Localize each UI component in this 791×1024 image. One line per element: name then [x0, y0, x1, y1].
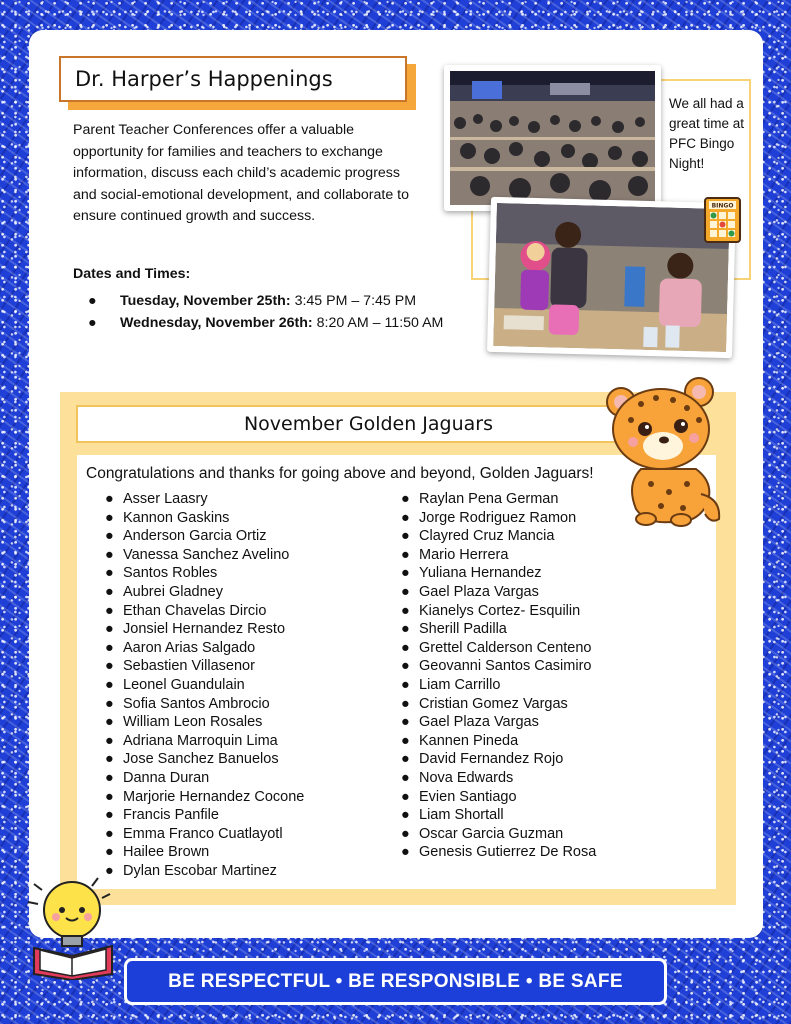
honoree-list-item	[398, 546, 596, 565]
honoree-list-item	[102, 713, 304, 732]
honoree-list-left	[102, 490, 304, 880]
bullet: ●	[105, 602, 114, 619]
honoree-name: Jorge Rodriguez Ramon	[419, 509, 577, 526]
honoree-name: Geovanni Santos Casimiro	[419, 658, 592, 675]
bullet: ●	[401, 769, 410, 786]
honoree-list-item	[102, 509, 304, 528]
bullet: ●	[105, 844, 114, 861]
honoree-name: Sebastien Villasenor	[123, 658, 255, 675]
bullet: ●	[401, 844, 410, 861]
bullet: ●	[105, 583, 114, 600]
bullet: ●	[401, 546, 410, 563]
honoree-name: William Leon Rosales	[123, 714, 263, 731]
bullet: ●	[105, 528, 114, 545]
honoree-name: Ethan Chavelas Dircio	[123, 602, 267, 619]
bingo-night-kids-photo	[487, 197, 736, 358]
footer-motto: BE RESPECTFUL • BE RESPONSIBLE • BE SAFE	[168, 970, 623, 992]
bullet: ●	[105, 825, 114, 842]
honoree-list-item	[398, 676, 596, 695]
honoree-name: Genesis Gutierrez De Rosa	[419, 844, 597, 861]
honoree-list-item	[102, 583, 304, 602]
honoree-name: Sherill Padilla	[419, 621, 507, 638]
honoree-name: Liam Shortall	[419, 807, 504, 824]
honoree-list-item	[102, 695, 304, 714]
honoree-list-item	[102, 750, 304, 769]
bingo-card-graphic	[706, 199, 739, 241]
honoree-list-item	[398, 657, 596, 676]
dates-heading: Dates and Times:	[73, 266, 191, 282]
honoree-list-item	[102, 825, 304, 844]
intro-paragraph: Parent Teacher Conferences offer a valuable opportunity for families and teachers to exchange information, discuss each child’s academic progress and social-emotional development, and collaborate to ensure continued growth and success.	[73, 122, 409, 224]
bullet: ●	[401, 807, 410, 824]
golden-jaguars-title: November Golden Jaguars	[243, 413, 494, 435]
honoree-name: Nova Edwards	[419, 769, 514, 786]
bullet: ●	[401, 825, 410, 842]
honoree-list-item	[398, 769, 596, 788]
honoree-list-item	[398, 825, 596, 844]
bullet: ●	[401, 751, 410, 768]
honoree-name: Aaron Arias Salgado	[123, 639, 256, 656]
bullet: ●	[105, 714, 114, 731]
date-item: ● Wednesday, November 26th: 8:20 AM – 11:50 AM	[88, 312, 443, 334]
kids-photo-image	[493, 203, 730, 352]
honoree-name: Jose Sanchez Banuelos	[123, 751, 279, 768]
honoree-name: Vanessa Sanchez Avelino	[123, 546, 290, 563]
honoree-name: Gael Plaza Vargas	[419, 714, 539, 731]
honoree-list-item	[398, 639, 596, 658]
honoree-name: Kannon Gaskins	[123, 509, 230, 526]
honoree-list-right	[398, 490, 596, 862]
date-time: 8:20 AM – 11:50 AM	[316, 315, 444, 331]
honoree-name: Hailee Brown	[123, 844, 210, 861]
honoree-list-item	[102, 788, 304, 807]
honoree-name: Aubrei Gladney	[123, 583, 223, 600]
bullet: ●	[105, 862, 114, 879]
honoree-list-item	[398, 527, 596, 546]
honoree-list-item	[398, 509, 596, 528]
bullet: ●	[105, 621, 114, 638]
date-time: 3:45 PM – 7:45 PM	[294, 293, 417, 309]
bullet: ●	[105, 807, 114, 824]
honoree-list-item	[398, 602, 596, 621]
honoree-list-item	[398, 750, 596, 769]
honoree-list-item	[398, 583, 596, 602]
honoree-name: Grettel Calderson Centeno	[419, 639, 592, 656]
honoree-list-item	[102, 620, 304, 639]
bullet: ●	[105, 546, 114, 563]
honoree-list-item	[102, 564, 304, 583]
honoree-name: Francis Panfile	[123, 807, 219, 824]
honoree-name: Evien Santiago	[419, 788, 517, 805]
honoree-name: Clayred Cruz Mancia	[419, 528, 555, 545]
honoree-list-item	[102, 806, 304, 825]
date-day: Wednesday, November 26th:	[120, 315, 313, 331]
honoree-name: Adriana Marroquin Lima	[123, 732, 278, 749]
honoree-name: Asser Laasry	[123, 491, 208, 507]
bullet: ●	[105, 509, 114, 526]
honoree-list-item	[398, 843, 596, 862]
honoree-name: Gael Plaza Vargas	[419, 583, 539, 600]
bullet: ●	[401, 639, 410, 656]
bullet: ●	[401, 695, 410, 712]
bullet: ●	[105, 658, 114, 675]
footer-motto-banner	[124, 958, 667, 1005]
honoree-list-item	[398, 713, 596, 732]
honoree-name: Sofia Santos Ambrocio	[123, 695, 270, 712]
bullet: ●	[105, 695, 114, 712]
honoree-name: Oscar Garcia Guzman	[419, 825, 564, 842]
honoree-name: Emma Franco Cuatlayotl	[123, 825, 283, 842]
honoree-name: Anderson Garcia Ortiz	[123, 528, 267, 545]
photo-caption: We all had a great time at PFC Bingo Night!	[669, 96, 745, 171]
bullet: ●	[105, 565, 114, 582]
page-title: Dr. Harper’s Happenings	[75, 67, 333, 91]
bullet: ●	[401, 602, 410, 619]
bullet: ●	[105, 732, 114, 749]
bingo-night-crowd-photo	[444, 65, 661, 211]
bingo-card-label: BINGO	[711, 202, 734, 210]
crowd-photo-image	[450, 71, 655, 205]
honoree-list-item	[102, 843, 304, 862]
page-title-box	[59, 56, 407, 102]
bullet: ●	[105, 769, 114, 786]
honoree-list-item	[102, 527, 304, 546]
date-day: Tuesday, November 25th:	[120, 293, 291, 309]
honoree-list-item	[102, 769, 304, 788]
honoree-list-item	[102, 657, 304, 676]
honoree-name: Jonsiel Hernandez Resto	[123, 621, 286, 638]
honoree-list-item	[102, 639, 304, 658]
honoree-name: Kianelys Cortez- Esquilin	[419, 602, 581, 619]
bullet: ●	[401, 714, 410, 731]
honoree-name: Marjorie Hernandez Cocone	[123, 788, 305, 805]
honoree-list-item	[102, 732, 304, 751]
bullet: ●	[401, 583, 410, 600]
bullet: ●	[401, 658, 410, 675]
bullet: ●	[401, 676, 410, 693]
bingo-card-icon	[704, 197, 741, 243]
golden-jaguars-title-box	[76, 405, 661, 443]
honoree-name: Liam Carrillo	[419, 676, 501, 693]
honoree-list-item	[398, 788, 596, 807]
honoree-name: David Fernandez Rojo	[419, 751, 564, 768]
bullet: ●	[401, 788, 410, 805]
bullet: ●	[105, 639, 114, 656]
lightbulb-book-icon	[26, 870, 126, 980]
bullet: ●	[401, 565, 410, 582]
honoree-list-item	[102, 602, 304, 621]
honoree-name: Kannen Pineda	[419, 732, 519, 749]
honoree-list-item	[398, 695, 596, 714]
honoree-name: Danna Duran	[123, 769, 210, 786]
bullet: ●	[401, 621, 410, 638]
honoree-name: Raylan Pena German	[419, 491, 559, 507]
jaguar-cub-icon	[601, 374, 726, 529]
bullet: ●	[401, 491, 410, 507]
bullet: ●	[401, 732, 410, 749]
honoree-name: Dylan Escobar Martinez	[123, 862, 277, 879]
honoree-list-item	[398, 620, 596, 639]
bullet: ●	[105, 751, 114, 768]
honoree-list-item	[398, 732, 596, 751]
honoree-list-item	[398, 564, 596, 583]
bullet: ●	[105, 788, 114, 805]
honoree-list-item	[102, 862, 304, 881]
honoree-list-item	[102, 490, 304, 509]
honoree-name: Leonel Guandulain	[123, 676, 245, 693]
honoree-list-item	[102, 546, 304, 565]
bullet: ●	[401, 528, 410, 545]
honoree-name: Cristian Gomez Vargas	[419, 695, 568, 712]
bullet: ●	[105, 491, 114, 507]
golden-jaguars-intro: Congratulations and thanks for going above and beyond, Golden Jaguars!	[86, 465, 594, 482]
honoree-name: Yuliana Hernandez	[419, 565, 542, 582]
honoree-list-item	[398, 806, 596, 825]
honoree-list-item	[102, 676, 304, 695]
honoree-name: Mario Herrera	[419, 546, 509, 563]
date-item: ● Tuesday, November 25th: 3:45 PM – 7:45 PM	[88, 290, 443, 312]
bullet: ●	[105, 676, 114, 693]
dates-list	[88, 290, 443, 334]
honoree-list-item	[398, 490, 596, 509]
bullet: ●	[401, 509, 410, 526]
honoree-name: Santos Robles	[123, 565, 218, 582]
